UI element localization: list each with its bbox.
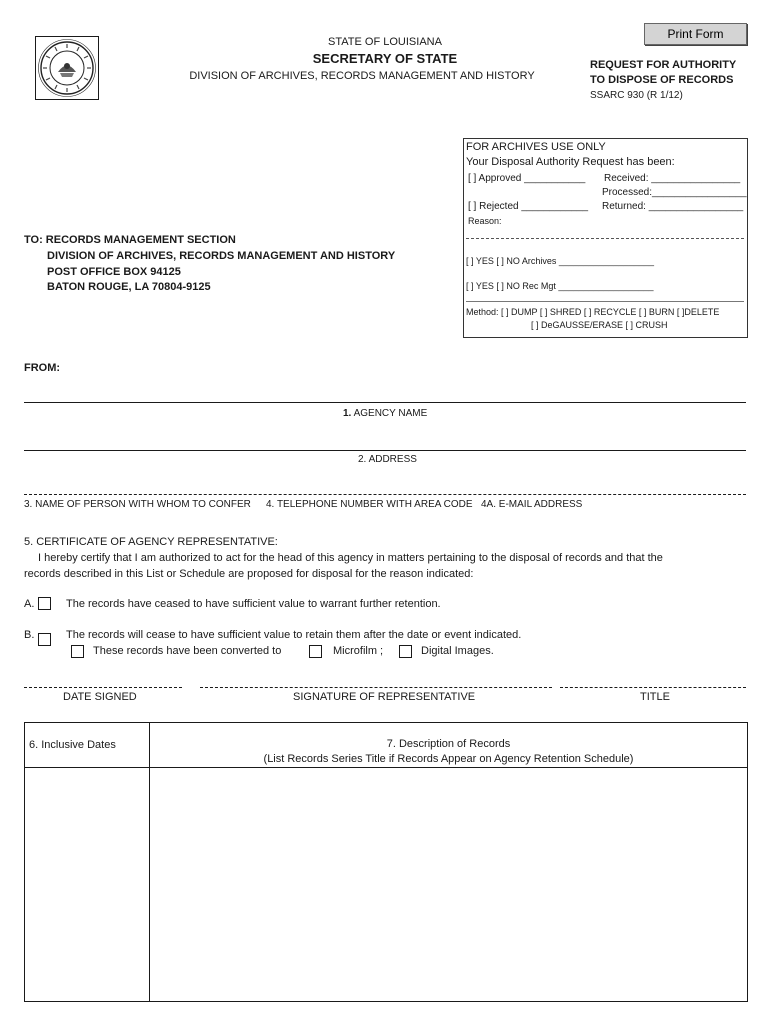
method-line-2: [ ] DeGAUSSE/ERASE [ ] CRUSH xyxy=(531,320,668,330)
form-title-line-1: REQUEST FOR AUTHORITY xyxy=(590,59,737,71)
print-form-button[interactable]: Print Form xyxy=(644,23,747,45)
option-b-label: B. xyxy=(24,629,35,641)
option-a-text: The records have ceased to have sufficient value to warrant further retention. xyxy=(66,598,441,610)
form-title-line-2: TO DISPOSE OF RECORDS xyxy=(590,74,734,86)
agency-name-label: 1. AGENCY NAME xyxy=(343,408,428,419)
division-name: DIVISION OF ARCHIVES, RECORDS MANAGEMENT AND HISTORY xyxy=(189,70,535,82)
rejected-line: [ ] Rejected ____________ xyxy=(468,201,589,212)
address-field[interactable] xyxy=(24,450,746,451)
archives-box-divider xyxy=(466,301,744,302)
archives-yes-no-row: [ ] YES [ ] NO Archives ___________________ xyxy=(466,256,654,266)
agency-name-field[interactable] xyxy=(24,402,746,403)
received-line: Received: ________________ xyxy=(604,173,741,184)
certificate-text-2: records described in this List or Schedule are proposed for disposal for the reason indicated: xyxy=(24,568,474,580)
option-a-label: A. xyxy=(24,598,35,610)
microfilm-checkbox[interactable] xyxy=(309,645,322,658)
title-label: TITLE xyxy=(640,691,670,703)
table-header-divider xyxy=(25,767,747,768)
office-title: SECRETARY OF STATE xyxy=(312,51,458,66)
certificate-text-1: I hereby certify that I am authorized to act for the head of this agency in matters pertaining to the disposal of records and that the xyxy=(38,552,663,564)
address-label: 2. ADDRESS xyxy=(358,454,417,465)
title-field[interactable] xyxy=(560,687,746,688)
inclusive-dates-cell[interactable] xyxy=(26,769,148,999)
to-line-3: POST OFFICE BOX 94125 xyxy=(47,266,181,278)
to-line-4: BATON ROUGE, LA 70804-9125 xyxy=(47,281,211,293)
signature-label: SIGNATURE OF REPRESENTATIVE xyxy=(293,691,476,703)
description-cell[interactable] xyxy=(151,769,746,999)
archives-box-title: FOR ARCHIVES USE ONLY xyxy=(466,141,606,153)
converted-text: These records have been converted to xyxy=(93,645,282,657)
date-signed-field[interactable] xyxy=(24,687,182,688)
method-line-1: Method: [ ] DUMP [ ] SHRED [ ] RECYCLE [ ] BURN [ ]DELETE xyxy=(466,307,720,317)
processed-line: Processed:_________________ xyxy=(602,187,747,198)
archives-box-subtitle: Your Disposal Authority Request has been: xyxy=(466,156,675,168)
digital-images-label: Digital Images. xyxy=(421,645,494,657)
reason-label: Reason: xyxy=(468,216,502,226)
approved-line: [ ] Approved ___________ xyxy=(468,173,586,184)
records-table xyxy=(24,722,748,1002)
reason-line xyxy=(466,238,744,239)
form-code: SSARC 930 (R 1/12) xyxy=(590,90,683,101)
date-signed-label: DATE SIGNED xyxy=(63,691,137,703)
to-line-2: DIVISION OF ARCHIVES, RECORDS MANAGEMENT AND HISTORY xyxy=(47,250,396,262)
contact-fields-line[interactable] xyxy=(24,494,746,495)
option-b-checkbox[interactable] xyxy=(38,633,51,646)
phone-label: 4. TELEPHONE NUMBER WITH AREA CODE xyxy=(266,499,473,510)
option-b-text: The records will cease to have sufficient value to retain them after the date or event indicated. xyxy=(66,629,522,641)
state-name: STATE OF LOUISIANA xyxy=(328,36,442,48)
archives-use-only-box xyxy=(463,138,748,338)
certificate-heading: 5. CERTIFICATE OF AGENCY REPRESENTATIVE: xyxy=(24,536,278,548)
person-label: 3. NAME OF PERSON WITH WHOM TO CONFER xyxy=(24,499,251,510)
signature-field[interactable] xyxy=(200,687,552,688)
inclusive-dates-header: 6. Inclusive Dates xyxy=(29,739,116,751)
option-a-checkbox[interactable] xyxy=(38,597,51,610)
microfilm-label: Microfilm ; xyxy=(333,645,384,657)
from-label: FROM: xyxy=(24,362,61,374)
description-subheader: (List Records Series Title if Records Appear on Agency Retention Schedule) xyxy=(263,753,634,765)
recmgt-yes-no-row: [ ] YES [ ] NO Rec Mgt ___________________ xyxy=(466,281,654,291)
email-label: 4A. E-MAIL ADDRESS xyxy=(481,499,583,510)
returned-line: Returned: _________________ xyxy=(602,201,744,212)
digital-images-checkbox[interactable] xyxy=(399,645,412,658)
description-header: 7. Description of Records xyxy=(386,738,511,750)
converted-checkbox[interactable] xyxy=(71,645,84,658)
to-line-1: TO: RECORDS MANAGEMENT SECTION xyxy=(24,234,236,246)
